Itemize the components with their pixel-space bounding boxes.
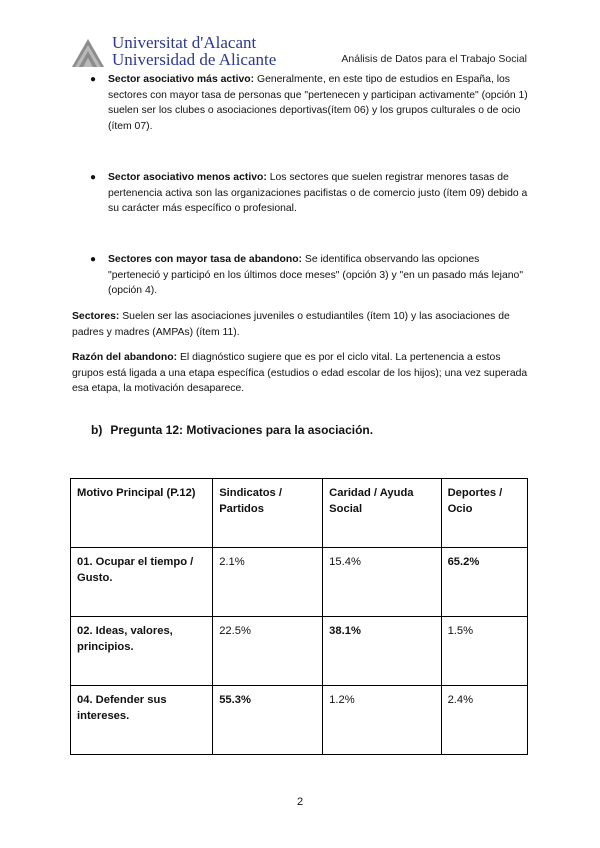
section-title: Pregunta 12: Motivaciones para la asociación. [110, 423, 374, 437]
value-cell: 1.5% [441, 617, 527, 686]
table-row [71, 686, 528, 755]
section-heading [91, 423, 381, 437]
university-name-catalan: Universitat d'Alacant [112, 33, 257, 52]
header-cell: Caridad / Ayuda Social [323, 479, 441, 548]
header-cell: Sindicatos / Partidos [213, 479, 323, 548]
value-cell: 65.2% [441, 548, 527, 617]
page-number: 2 [296, 796, 304, 808]
paragraph-text: Suelen ser las asociaciones juveniles o estudiantiles (ítem 10) y las asociaciones de padres y madres (AMPAs) (ítem 11). [72, 311, 510, 338]
value-cell: 1.2% [323, 686, 441, 755]
paragraph-title: Razón del abandono: [72, 352, 178, 363]
bullet-dot-icon: ● [90, 254, 97, 265]
bullet-text: Generalmente, en este tipo de estudios en España, los sectores con mayor tasa de personas que "pertenecen y participan activamente" (opción 1) suelen ser los clubes o asociaciones deportivas(ítem 06) y los grupos culturales o de ocio (ítem 07). [108, 74, 528, 132]
value-cell: 2.4% [441, 686, 527, 755]
document-title: Análisis de Datos para el Trabajo Social [341, 53, 527, 65]
motive-cell: 01. Ocupar el tiempo / Gusto. [71, 548, 213, 617]
university-name [112, 34, 276, 68]
header-cell: Motivo Principal (P.12) [71, 479, 213, 548]
university-name-spanish: Universidad de Alicante [112, 50, 277, 69]
bullet-most-active [90, 72, 528, 134]
bullet-text: Los sectores que suelen registrar menores tasas de pertenencia activa son las organizaciones pacifistas o de comercio justo (ítem 09) debido a su carácter más específico o profesional. [108, 172, 528, 215]
bullet-dot-icon: ● [90, 74, 97, 85]
bullet-least-active [90, 170, 528, 217]
university-logo-icon [72, 37, 104, 67]
paragraph-text: El diagnóstico sugiere que es por el ciclo vital. La pertenencia a estos grupos está ligada a una etapa específica (estudios o edad escolar de los hijos); una vez superada esa etapa, la motivación desaparece. [72, 352, 528, 395]
motive-cell: 04. Defender sus intereses. [71, 686, 213, 755]
value-cell: 15.4% [323, 548, 441, 617]
value-cell: 22.5% [213, 617, 323, 686]
table-header-row [71, 479, 528, 548]
value-cell: 55.3% [213, 686, 323, 755]
bullet-title: Sectores con mayor tasa de abandono: [108, 254, 303, 265]
paragraph-sectors [72, 309, 528, 340]
bullet-title: Sector asociativo menos activo: [108, 172, 267, 183]
value-cell: 38.1% [323, 617, 441, 686]
bullet-text: Se identifica observando las opciones "perteneció y participó en los últimos doce meses" (opción 3) y "en un pasado más lejano" (opción 4). [108, 254, 524, 297]
bullet-dot-icon: ● [90, 172, 97, 183]
table-row [71, 548, 528, 617]
header-cell: Deportes / Ocio [441, 479, 527, 548]
bullet-title: Sector asociativo más activo: [108, 74, 255, 85]
motivations-table [70, 478, 528, 755]
section-label: b) [91, 423, 103, 437]
value-cell: 2.1% [213, 548, 323, 617]
paragraph-title: Sectores: [72, 311, 120, 322]
paragraph-dropout-reason [72, 350, 528, 397]
motive-cell: 02. Ideas, valores, principios. [71, 617, 213, 686]
table-row [71, 617, 528, 686]
bullet-highest-dropout [90, 252, 528, 299]
